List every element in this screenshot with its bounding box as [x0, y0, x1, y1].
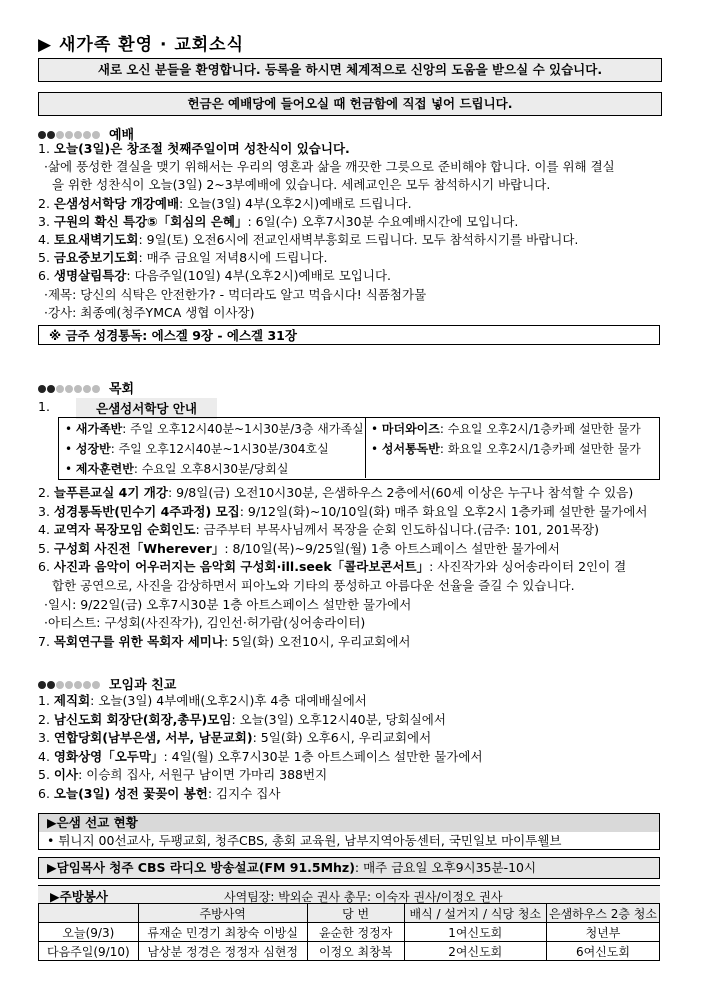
item-title: 토요새벽기도회 — [53, 232, 139, 247]
item-number: 7. — [38, 633, 50, 649]
item-text: : 5일(화) 오전10시, 우리교회에서 — [223, 633, 411, 649]
offering-banner: 헌금은 예배당에 들어오실 때 헌금함에 직접 넣어 드립니다. — [38, 92, 662, 116]
item-title: 늘푸른교실 4기 개강 — [53, 485, 168, 500]
item-number: 1. — [38, 141, 50, 156]
section-dots-icon — [38, 382, 101, 397]
item-number: 6. — [38, 559, 50, 575]
list-item — [38, 231, 668, 248]
list-item — [38, 748, 668, 765]
item-title: 생명살림특강 — [53, 268, 127, 284]
table-cell: 6여신도회 — [546, 942, 659, 961]
fellowship-heading-label: 모임과 친교 — [109, 678, 177, 693]
list-item — [38, 503, 668, 520]
academy-item: • 성서통독반: 화요일 오후2시/1층카페 설만한 물가 — [371, 442, 641, 456]
radio-box — [38, 857, 660, 879]
service-header — [38, 885, 660, 904]
service-leaders: 사역팀장: 박외순 권사 총무: 이숙자 권사/이정오 권사 — [224, 890, 503, 904]
item-text: 을 위한 성찬식이 오늘(3일) 2~3부예배에 있습니다. 세례교인은 모두 참석하시기 바랍니다. — [52, 177, 551, 193]
item-text: : 김지수 집사 — [207, 786, 281, 801]
item-number: 2. — [38, 711, 50, 727]
item-text: ·일시: 9/22일(금) 오후7시30분 1층 아트스페이스 설만한 물가에서 — [44, 596, 412, 612]
list-item — [38, 521, 668, 538]
table-cell: 류재순 민경기 최창숙 이방실 — [138, 923, 307, 942]
item-text: : 오늘(3일) 4부(오후2시)예배로 드립니다. — [179, 195, 412, 211]
item-title: 제직회 — [53, 693, 91, 708]
bible-reading: ※ 금주 성경통독: 에스겔 9장 - 에스겔 31장 — [38, 325, 660, 345]
table-cell — [39, 904, 139, 923]
table-header-row — [39, 904, 660, 923]
mission-heading-label: 목회 — [109, 382, 135, 397]
table-header-cell: 은샘하우스 2층 청소 — [546, 904, 659, 923]
radio-title: ▶담임목사 청주 CBS 라디오 방송설교(FM 91.5Mhz) — [47, 860, 355, 875]
list-item — [38, 785, 668, 802]
item-text: : 다음주일(10일) 4부(오후2시)예배로 모입니다. — [126, 268, 391, 284]
table-cell: 2여신도회 — [404, 942, 546, 961]
item-title: 은샘성서학당 개강예배 — [53, 195, 180, 211]
table-header-cell: 배식 / 설거지 / 식당 청소 — [404, 904, 546, 923]
item-text: : 오늘(3일) 오후12시40분, 당회실에서 — [231, 711, 446, 727]
table-cell: 1여신도회 — [404, 923, 546, 942]
item-title: 연합당회(남부은샘, 서부, 남문교회) — [53, 730, 253, 746]
list-item — [38, 540, 668, 557]
fellowship-heading — [38, 674, 176, 693]
item-number: 2. — [38, 195, 50, 211]
table-cell: 이정오 최창복 — [307, 942, 404, 961]
academy-title: 은샘성서학당 안내 — [76, 398, 217, 419]
item-title: 금요중보기도회 — [53, 250, 139, 266]
table-cell: 다음주일(9/10) — [39, 942, 139, 961]
list-item — [38, 140, 668, 157]
list-item — [38, 267, 668, 284]
list-item — [38, 766, 668, 783]
item-number: 1. — [38, 693, 50, 708]
item-text: : 이승희 집사, 서원구 남이면 가마리 388번지 — [78, 767, 328, 783]
item-number: 3. — [38, 213, 50, 229]
item-number: 4. — [38, 522, 50, 538]
list-item — [38, 711, 668, 728]
item-number: 3. — [38, 503, 50, 519]
list-item — [52, 176, 682, 193]
item-title: 오늘(3일) 성전 꽃꽂이 봉헌 — [53, 786, 208, 801]
list-item — [38, 249, 668, 266]
item-number: 4. — [38, 748, 50, 764]
item-number: 5. — [38, 767, 50, 783]
academy-item: • 성장반: 주일 오후12시40분~1시30분/304호실 — [65, 442, 329, 456]
item-text: : 9일(토) 오전6시에 전교인새벽부흥회로 드립니다. 모두 참석하시기를 바랍니다. — [138, 232, 579, 247]
item-number: 4. — [38, 232, 50, 247]
item-title: 영화상영「오두막」 — [53, 748, 164, 764]
item-text: 합한 공연으로, 사진을 감상하면서 피아노와 기타의 풍성하고 아름다운 선율을 즐길 수 있습니다. — [52, 578, 575, 593]
item-text: : 6일(수) 오후7시30분 수요예배시간에 모입니다. — [247, 213, 519, 229]
table-cell: 오늘(9/3) — [39, 923, 139, 942]
worship-heading-label: 예배 — [109, 128, 135, 143]
academy-item: • 제자훈련반: 수요일 오후8시30분/당회실 — [65, 462, 289, 476]
list-item — [38, 633, 668, 650]
table-row — [39, 942, 660, 961]
item-title: 성경통독반(민수기 4주과정) 모집 — [53, 503, 240, 519]
page-title: ▶ 새가족 환영 · 교회소식 — [38, 35, 245, 55]
item-text: : 8/10일(목)~9/25일(월) 1층 아트스페이스 설만한 물가에서 — [224, 540, 560, 556]
service-title: ▶주방봉사 — [50, 889, 108, 904]
item-text: : 5일(화) 오후6시, 우리교회에서 — [252, 730, 432, 746]
item-text: : 9/8일(금) 오전10시30분, 은샘하우스 2층에서(60세 이상은 누구나 참석할 수 있음) — [167, 485, 634, 500]
table-header-cell: 주방사역 — [138, 904, 307, 923]
list-item — [38, 484, 668, 501]
academy-item: • 새가족반: 주일 오후12시40분~1시30분/3층 새가족실 — [65, 422, 364, 436]
item-number: 6. — [38, 786, 50, 801]
item-number: 5. — [38, 250, 50, 266]
item-title: 목회연구를 위한 목회자 세미나 — [53, 633, 224, 649]
item-text: : 9/12일(화)~10/10일(화) 매주 화요일 오후2시 1층카페 설만한 물가에서 — [239, 503, 648, 519]
list-item — [38, 692, 668, 709]
item-text: : 4일(월) 오후7시30분 1층 아트스페이스 설만한 물가에서 — [163, 748, 483, 764]
item-number: 2. — [38, 485, 50, 500]
item-title: 이사 — [53, 767, 79, 783]
list-item — [44, 158, 674, 175]
academy-item: • 마더와이즈: 수요일 오후2시/1층카페 설만한 물가 — [371, 422, 641, 436]
item-text: : 오늘(3일) 4부예배(오후2시)후 4층 대예배실에서 — [90, 693, 367, 708]
welcome-banner: 새로 오신 분들을 환영합니다. 등록을 하시면 체계적으로 신앙의 도움을 받으실 수 있습니다. — [38, 58, 662, 82]
item-title: 남신도회 회장단(회장,총무)모임 — [53, 711, 232, 727]
item-number: 3. — [38, 730, 50, 746]
table-row — [39, 923, 660, 942]
list-item — [44, 614, 674, 631]
list-item — [44, 596, 674, 613]
item-number: 5. — [38, 540, 50, 556]
item-text: ·강사: 최종예(청주YMCA 생협 이사장) — [44, 304, 255, 320]
missions-support-box — [38, 813, 660, 850]
item-text: ·삶에 풍성한 결실을 맺기 위해서는 우리의 영혼과 삶을 깨끗한 그릇으로 준비해야 합니다. 이를 위해 결실 — [44, 159, 615, 175]
list-item — [52, 577, 682, 594]
item-text: : 금주부터 부목사님께서 목장을 순회 인도하십니다.(금주: 101, 201목장) — [195, 522, 599, 538]
item-number: 6. — [38, 268, 50, 284]
item-text: ·아티스트: 구성회(사진작가), 김인선·허가람(싱어송라이터) — [44, 615, 366, 631]
radio-time: : 매주 금요일 오후9시35분-10시 — [354, 860, 537, 875]
list-item — [44, 304, 674, 321]
item-text: : 사진작가와 싱어송라이터 2인이 결 — [429, 559, 627, 575]
item-title: 구원의 확신 특강⑤「회심의 은혜」 — [53, 213, 248, 229]
missions-support-title: ▶은샘 선교 현황 — [39, 814, 659, 832]
list-item — [38, 729, 668, 746]
mission-item-number: 1. — [38, 399, 50, 414]
section-dots-icon — [38, 678, 101, 693]
missions-support-body: • 튀니지 00선교사, 두팽교회, 청주CBS, 총회 교육원, 남부지역아동센터, 국민일보 마이투웰브 — [47, 833, 562, 848]
list-item — [38, 213, 668, 230]
item-title: 오늘(3일)은 창조절 첫째주일이며 성찬식이 있습니다. — [53, 141, 350, 156]
table-cell: 남상분 정경은 정정자 심현정 — [138, 942, 307, 961]
item-title: 구성회 사진전「Wherever」 — [53, 540, 225, 556]
table-header-cell: 당 번 — [307, 904, 404, 923]
mission-heading — [38, 378, 134, 397]
table-cell: 청년부 — [546, 923, 659, 942]
list-item — [44, 286, 674, 303]
list-item — [38, 558, 668, 575]
item-title: 사진과 음악이 어우러지는 음악회 구성회·ill.seek「콜라보콘서트」 — [53, 559, 430, 575]
item-title: 교역자 목장모임 순회인도 — [53, 522, 196, 538]
item-text: ·제목: 당신의 식탁은 안전한가? - 먹더라도 알고 먹읍시다! 식품첨가물 — [44, 286, 427, 302]
item-text: : 매주 금요일 저녁8시에 드립니다. — [138, 250, 328, 266]
list-item — [38, 195, 668, 212]
academy-box — [58, 417, 660, 480]
service-table — [38, 903, 660, 961]
table-cell: 윤순한 정정자 — [307, 923, 404, 942]
